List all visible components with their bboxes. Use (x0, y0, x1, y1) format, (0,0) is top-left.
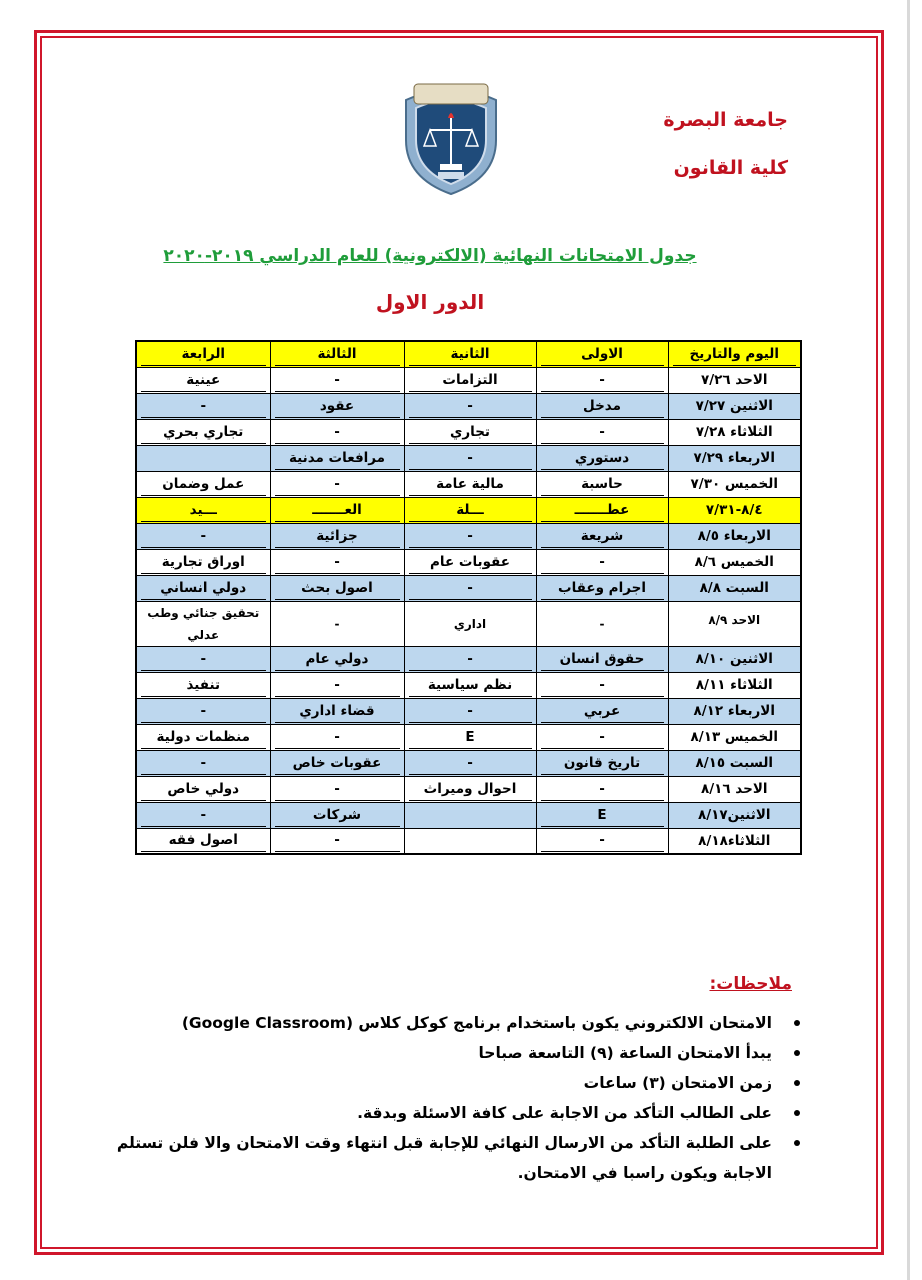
cell-text: الاحد ٧/٢٦ (700, 372, 768, 388)
subject-cell (136, 575, 270, 601)
cell-text: اجرام وعقاب (541, 577, 664, 600)
cell-text: ـــلة (409, 499, 532, 522)
cell-text: الاثنين٨/١٧ (697, 807, 771, 823)
cell-text: الاثنين ٧/٢٧ (695, 398, 773, 414)
cell-text: عقوبات خاص (275, 752, 400, 775)
date-cell (668, 750, 801, 776)
cell-text: الاحد ٨/١٦ (700, 781, 768, 797)
page-title: جدول الامتحانات النهائية (الالكترونية) للعام الدراسي ٢٠١٩-٢٠٢٠ (163, 246, 697, 266)
cell-text: تاريخ قانون (541, 752, 664, 775)
subject-cell (404, 497, 536, 523)
subject-cell (404, 724, 536, 750)
cell-text: - (334, 616, 340, 631)
cell-text: الاحد ٨/٩ (708, 612, 761, 627)
subject-cell (536, 828, 668, 854)
table-row (136, 445, 801, 471)
subject-cell (536, 601, 668, 646)
subject-cell (536, 698, 668, 724)
subject-cell (404, 419, 536, 445)
subject-cell (536, 672, 668, 698)
subject-cell (270, 646, 404, 672)
subject-cell (270, 802, 404, 828)
table-row (136, 698, 801, 724)
note-item: على الطالب التأكد من الاجابة على كافة الاسئلة وبدقة. (80, 1098, 790, 1128)
subject-cell (270, 497, 404, 523)
note-item: زمن الامتحان (٣) ساعات (80, 1068, 790, 1098)
bullet-icon (794, 1020, 800, 1026)
column-header (136, 341, 270, 367)
cell-text: الاثنين ٨/١٠ (695, 651, 773, 667)
cell-text: اصول بحث (275, 577, 400, 600)
cell-text: - (141, 395, 266, 418)
cell-text: - (541, 551, 664, 574)
date-cell (668, 802, 801, 828)
table-row (136, 549, 801, 575)
date-cell (668, 672, 801, 698)
table-row (136, 828, 801, 854)
column-header (404, 341, 536, 367)
cell-text: E (409, 726, 532, 749)
subject-cell (270, 445, 404, 471)
subject-cell (270, 393, 404, 419)
subject-cell (136, 646, 270, 672)
subject-cell (536, 419, 668, 445)
cell-text: - (409, 447, 532, 470)
cell-text: - (141, 804, 266, 827)
cell-text: حاسبة (541, 473, 664, 496)
date-cell (668, 698, 801, 724)
bullet-icon (794, 1140, 800, 1146)
cell-text: - (275, 674, 400, 697)
cell-text: شريعة (541, 525, 664, 548)
subject-cell (536, 393, 668, 419)
subject-cell (536, 367, 668, 393)
column-header-label: الرابعة (141, 343, 266, 366)
subject-cell (270, 419, 404, 445)
cell-text: تنفيذ (141, 674, 266, 697)
subject-cell (136, 497, 270, 523)
notes-title: ملاحظات: (709, 974, 792, 994)
subject-cell (136, 724, 270, 750)
subject-cell (404, 672, 536, 698)
cell-text: عينية (141, 369, 266, 392)
cell-text: - (541, 829, 664, 852)
cell-text: - (275, 369, 400, 392)
column-header-label: الاولى (541, 343, 664, 366)
subject-cell (536, 523, 668, 549)
subject-cell (136, 367, 270, 393)
date-cell (668, 497, 801, 523)
date-cell (668, 419, 801, 445)
subject-cell (404, 646, 536, 672)
subject-cell (404, 776, 536, 802)
subject-cell (536, 471, 668, 497)
subject-cell (136, 523, 270, 549)
subject-cell (404, 549, 536, 575)
subject-cell (270, 549, 404, 575)
cell-text: - (409, 577, 532, 600)
table-row (136, 575, 801, 601)
university-name: جامعة البصرة (663, 109, 788, 131)
cell-text: - (599, 616, 605, 631)
cell-text: الاربعاء ٧/٢٩ (693, 450, 775, 466)
subject-cell (536, 445, 668, 471)
cell-text: عربي (541, 700, 664, 723)
cell-text: اصول فقه (141, 829, 266, 852)
cell-text: نظم سياسية (409, 674, 532, 697)
subject-cell (136, 750, 270, 776)
subject-cell (536, 646, 668, 672)
cell-text: - (275, 473, 400, 496)
cell-text: دستوري (541, 447, 664, 470)
cell-text: مرافعات مدنية (275, 447, 400, 470)
cell-text: - (409, 525, 532, 548)
subject-cell (536, 776, 668, 802)
bullet-icon (794, 1110, 800, 1116)
subject-cell (136, 471, 270, 497)
subject-cell (270, 776, 404, 802)
cell-text: - (541, 421, 664, 444)
date-cell (668, 523, 801, 549)
subject-cell (404, 445, 536, 471)
subject-cell (136, 672, 270, 698)
date-cell (668, 393, 801, 419)
note-item: الامتحان الالكتروني يكون باستخدام برنامج كوكل كلاس (Google Classroom) (80, 1008, 790, 1038)
cell-text: - (409, 395, 532, 418)
cell-text: السبت ٨/١٥ (695, 755, 774, 771)
notes-list (80, 1008, 812, 1188)
subject-cell (136, 828, 270, 854)
cell-text: - (541, 369, 664, 392)
cell-text: الاربعاء ٨/١٢ (693, 703, 775, 719)
table-row (136, 367, 801, 393)
cell-text: - (141, 525, 266, 548)
cell-text: عمل وضمان (141, 473, 266, 496)
date-cell (668, 549, 801, 575)
cell-text: دولي خاص (141, 778, 266, 801)
cell-text: السبت ٨/٨ (699, 580, 769, 596)
subject-cell (404, 523, 536, 549)
cell-text: مدخل (541, 395, 664, 418)
subject-cell (136, 802, 270, 828)
cell-text: - (541, 726, 664, 749)
cell-text: - (141, 648, 266, 671)
subject-cell (270, 471, 404, 497)
column-header-label: اليوم والتاريخ (673, 343, 797, 366)
institution-header (663, 96, 788, 192)
table-row (136, 523, 801, 549)
subject-cell (136, 445, 270, 471)
subject-cell (270, 698, 404, 724)
subject-cell (536, 802, 668, 828)
cell-text: ٨/٤-٧/٣١ (705, 502, 763, 518)
cell-text: الخميس ٨/١٣ (690, 729, 778, 745)
cell-text: عقوبات عام (409, 551, 532, 574)
cell-text: قضاء اداري (275, 700, 400, 723)
cell-text: - (409, 700, 532, 723)
table-row (136, 646, 801, 672)
cell-text: اداري (453, 616, 487, 631)
cell-text: عقود (275, 395, 400, 418)
table-row (136, 802, 801, 828)
subject-cell (270, 828, 404, 854)
subject-cell (404, 698, 536, 724)
column-header-label: الثانية (409, 343, 532, 366)
column-header (270, 341, 404, 367)
column-header (668, 341, 801, 367)
note-item: على الطلبة التأكد من الارسال النهائي للإجابة قبل انتهاء وقت الامتحان والا فلن تستلم الاجابة ويكون راسبا في الامتحان. (80, 1128, 790, 1188)
cell-text: دولي انساني (141, 577, 266, 600)
subject-cell (404, 367, 536, 393)
subject-cell (404, 471, 536, 497)
subject-cell (404, 750, 536, 776)
cell-text: - (275, 551, 400, 574)
table-row (136, 724, 801, 750)
cell-text: - (275, 829, 400, 852)
cell-text: تحقيق جنائي وطب عدلي (147, 605, 260, 642)
subject-cell (270, 523, 404, 549)
date-cell (668, 601, 801, 646)
subject-cell (404, 393, 536, 419)
subject-cell (404, 575, 536, 601)
date-cell (668, 367, 801, 393)
cell-text: عطـــــــ (541, 499, 664, 522)
table-row (136, 497, 801, 523)
cell-text: التزامات (409, 369, 532, 392)
subject-cell (136, 549, 270, 575)
table-row (136, 672, 801, 698)
cell-text: E (541, 804, 664, 827)
date-cell (668, 575, 801, 601)
date-cell (668, 646, 801, 672)
exam-round-title: الدور الاول (375, 290, 485, 314)
cell-text: الثلاثاء٨/١٨ (698, 832, 771, 849)
subject-cell (136, 698, 270, 724)
cell-text: احوال وميراث (409, 778, 532, 801)
note-item: يبدأ الامتحان الساعة (٩) التاسعة صباحا (80, 1038, 790, 1068)
subject-cell (136, 776, 270, 802)
date-cell (668, 776, 801, 802)
cell-text: الثلاثاء ٧/٢٨ (695, 424, 773, 440)
bullet-icon (794, 1080, 800, 1086)
subject-cell (404, 601, 536, 646)
cell-text: ـــيد (141, 499, 266, 522)
subject-cell (536, 724, 668, 750)
date-cell (668, 724, 801, 750)
subject-cell (404, 802, 536, 828)
subject-cell (136, 393, 270, 419)
subject-cell (270, 601, 404, 646)
subject-cell (270, 724, 404, 750)
table-row (136, 750, 801, 776)
cell-text: الثلاثاء ٨/١١ (695, 677, 773, 693)
subject-cell (270, 575, 404, 601)
table-row (136, 776, 801, 802)
table-row (136, 393, 801, 419)
table-row (136, 601, 801, 646)
subject-cell (536, 575, 668, 601)
subject-cell (404, 828, 536, 854)
bullet-icon (794, 1050, 800, 1056)
subject-cell (270, 672, 404, 698)
cell-text: تجاري بحري (141, 421, 266, 444)
date-cell (668, 471, 801, 497)
table-row (136, 419, 801, 445)
subject-cell (136, 601, 270, 646)
cell-text: الاربعاء ٨/٥ (697, 528, 771, 544)
subject-cell (536, 549, 668, 575)
cell-text: جزائية (275, 525, 400, 548)
subject-cell (270, 750, 404, 776)
cell-text: - (541, 778, 664, 801)
cell-text: - (141, 752, 266, 775)
cell-text: الخميس ٧/٣٠ (690, 476, 778, 492)
cell-text: العـــــــ (275, 499, 400, 522)
cell-text: تجاري (409, 421, 532, 444)
exam-schedule-table (135, 340, 802, 855)
subject-cell (270, 367, 404, 393)
cell-text: - (275, 778, 400, 801)
cell-text: منظمات دولية (141, 726, 266, 749)
column-header-label: الثالثة (275, 343, 400, 366)
date-cell (668, 828, 801, 854)
college-name: كلية القانون (673, 157, 788, 179)
cell-text: دولي عام (275, 648, 400, 671)
column-header (536, 341, 668, 367)
subject-cell (536, 497, 668, 523)
subject-cell (136, 419, 270, 445)
table-row (136, 471, 801, 497)
cell-text: مالية عامة (409, 473, 532, 496)
table-header-row (136, 341, 801, 367)
cell-text: - (541, 674, 664, 697)
cell-text: شركات (275, 804, 400, 827)
cell-text: - (409, 752, 532, 775)
cell-text: - (275, 726, 400, 749)
cell-text: اوراق تجارية (141, 551, 266, 574)
page-edge-line (907, 0, 910, 1280)
college-logo-icon (396, 78, 506, 196)
subject-cell (536, 750, 668, 776)
date-cell (668, 445, 801, 471)
cell-text: الخميس ٨/٦ (694, 554, 774, 570)
cell-text: - (275, 421, 400, 444)
cell-text: - (409, 648, 532, 671)
cell-text: حقوق انسان (541, 648, 664, 671)
cell-text: - (141, 700, 266, 723)
